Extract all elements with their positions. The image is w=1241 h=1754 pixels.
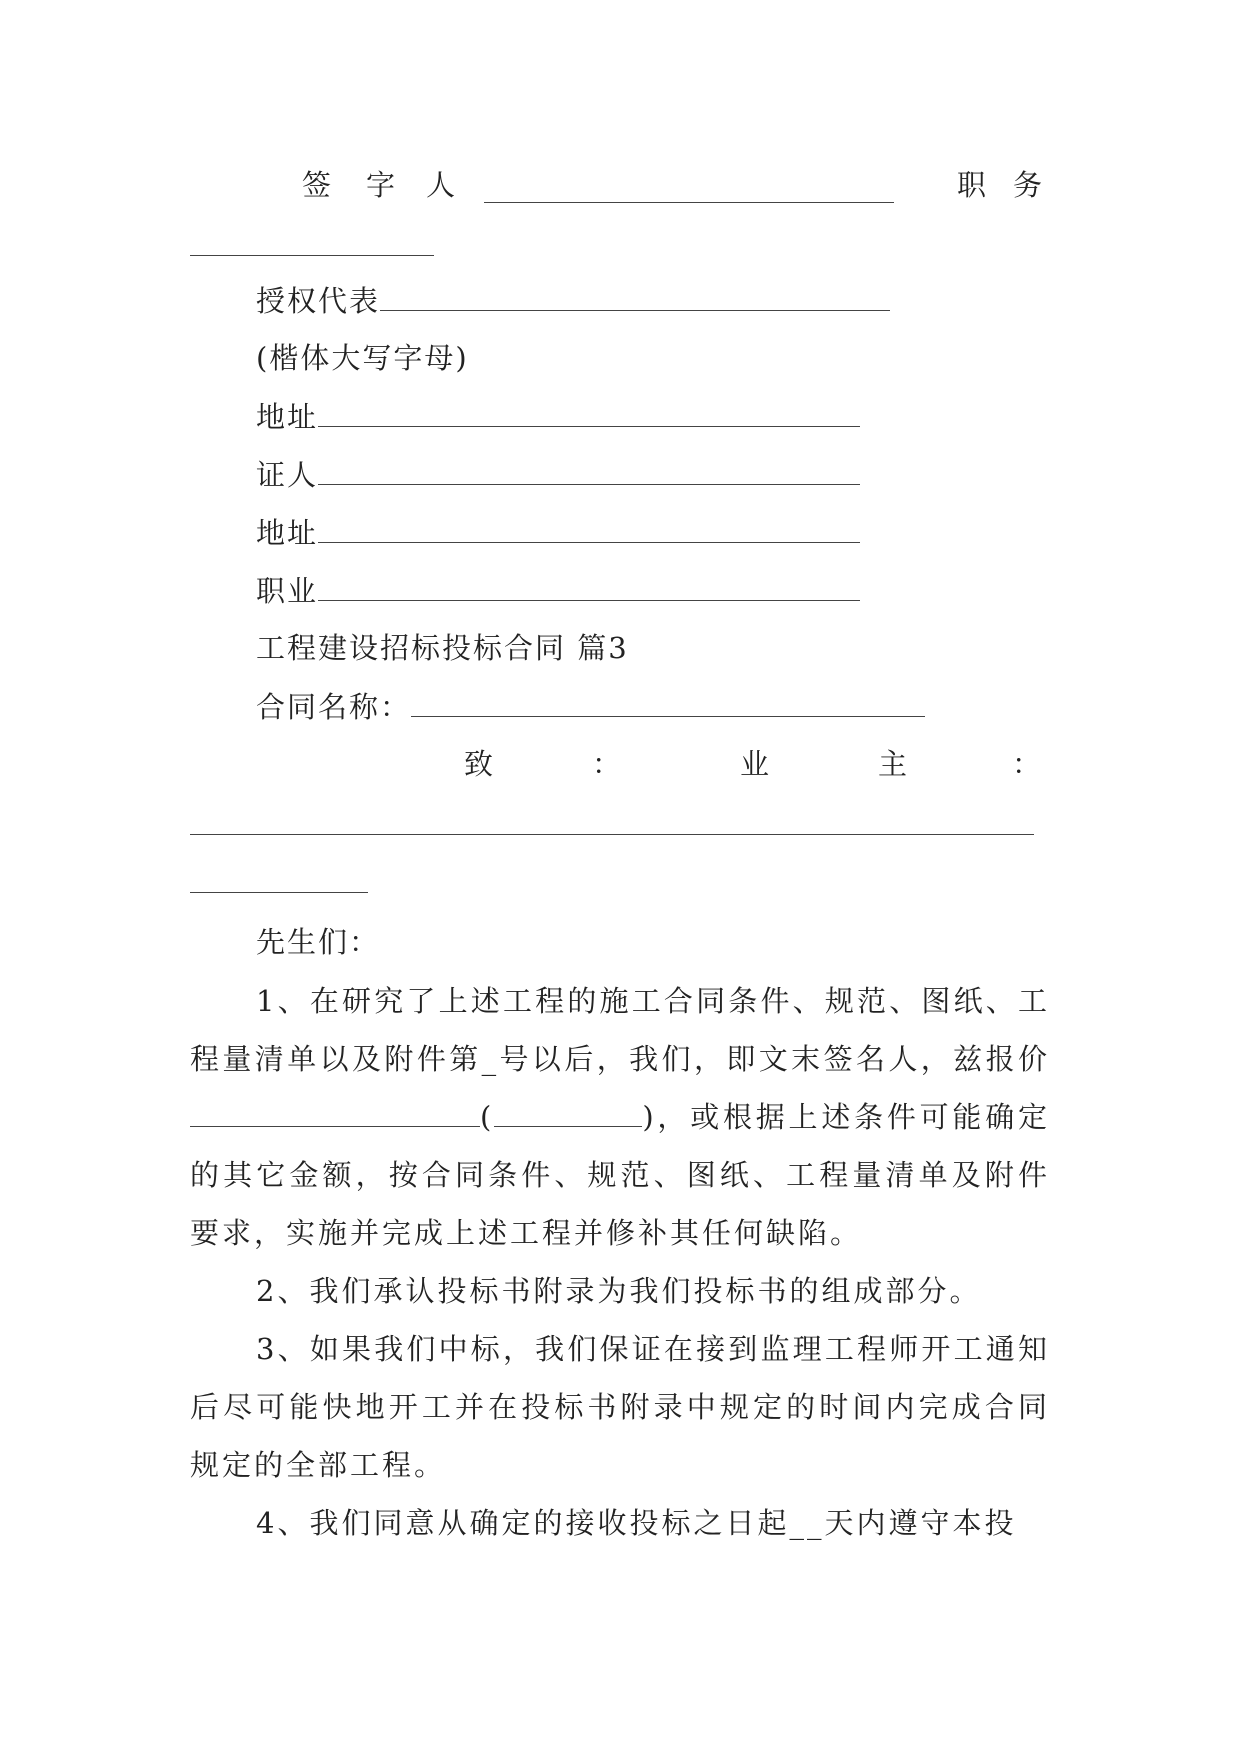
contract-name-label: 合同名称：: [256, 690, 412, 724]
title-blank[interactable]: [190, 225, 434, 256]
paragraph-1-paren-open: (: [480, 1100, 495, 1134]
owner-blank-line-1[interactable]: [190, 804, 1034, 835]
occupation-row: [256, 570, 860, 611]
signer-char-3: 人: [426, 168, 456, 202]
witness-blank[interactable]: [318, 454, 860, 485]
paragraph-2: [190, 1262, 1050, 1320]
section-heading: 工程建设招标投标合同 篇3: [256, 631, 629, 665]
occupation-blank[interactable]: [318, 570, 860, 601]
to-label: 致: [464, 747, 494, 781]
occupation-label: 职业: [256, 574, 319, 608]
paragraph-1-text-c: )，或根据上述条件可能确定的其它金额，按合同条件、规范、图纸、工程量清单及附件要求，实施并完成上述工程并修补其任何缺陷。: [190, 1100, 1050, 1250]
signer-blank[interactable]: [484, 172, 894, 203]
witness-row: [256, 454, 860, 495]
to-colon: ：: [592, 747, 622, 781]
paragraph-1-text-a: 1、在研究了上述工程的施工合同条件、规范、图纸、工程量清单以及附件第_号以后，我们，即文末签名人，兹报价: [190, 984, 1050, 1076]
owner-char-1: 业: [740, 747, 770, 781]
paragraph-3-text: 3、如果我们中标，我们保证在接到监理工程师开工通知后尽可能快地开工并在投标书附录中规定的时间内完成合同规定的全部工程。: [190, 1332, 1050, 1482]
paragraph-1: [190, 972, 1050, 1262]
paragraph-4: [190, 1494, 1050, 1552]
address-label-1: 地址: [256, 400, 319, 434]
caps-note: (楷体大写字母): [256, 341, 469, 375]
signer-char-1: 签: [302, 168, 332, 202]
paragraph-2-text: 2、我们承认投标书附录为我们投标书的组成部分。: [256, 1274, 982, 1308]
title-char-1: 职: [957, 168, 987, 202]
paragraph-4-text: 4、我们同意从确定的接收投标之日起__天内遵守本投: [256, 1506, 1017, 1540]
witness-label: 证人: [256, 458, 319, 492]
owner-char-2: 主: [878, 747, 908, 781]
contract-name-row: [256, 686, 925, 727]
price-blank[interactable]: [190, 1096, 480, 1127]
owner-colon: ：: [1012, 747, 1042, 781]
address-row-1: [256, 396, 860, 437]
salutation: 先生们：: [256, 925, 381, 959]
owner-blank-line-2[interactable]: [190, 862, 368, 893]
signer-char-2: 字: [366, 168, 396, 202]
address-label-2: 地址: [256, 516, 319, 550]
address-row-2: [256, 512, 860, 553]
authorized-rep-row: [256, 280, 890, 321]
address-blank-1[interactable]: [318, 396, 860, 427]
contract-name-blank[interactable]: [411, 686, 925, 717]
paragraph-3: [190, 1320, 1050, 1494]
title-char-2: 务: [1013, 168, 1043, 202]
address-blank-2[interactable]: [318, 512, 860, 543]
authorized-rep-label: 授权代表: [256, 284, 381, 318]
authorized-rep-blank[interactable]: [380, 280, 890, 311]
price-words-blank[interactable]: [494, 1096, 642, 1127]
